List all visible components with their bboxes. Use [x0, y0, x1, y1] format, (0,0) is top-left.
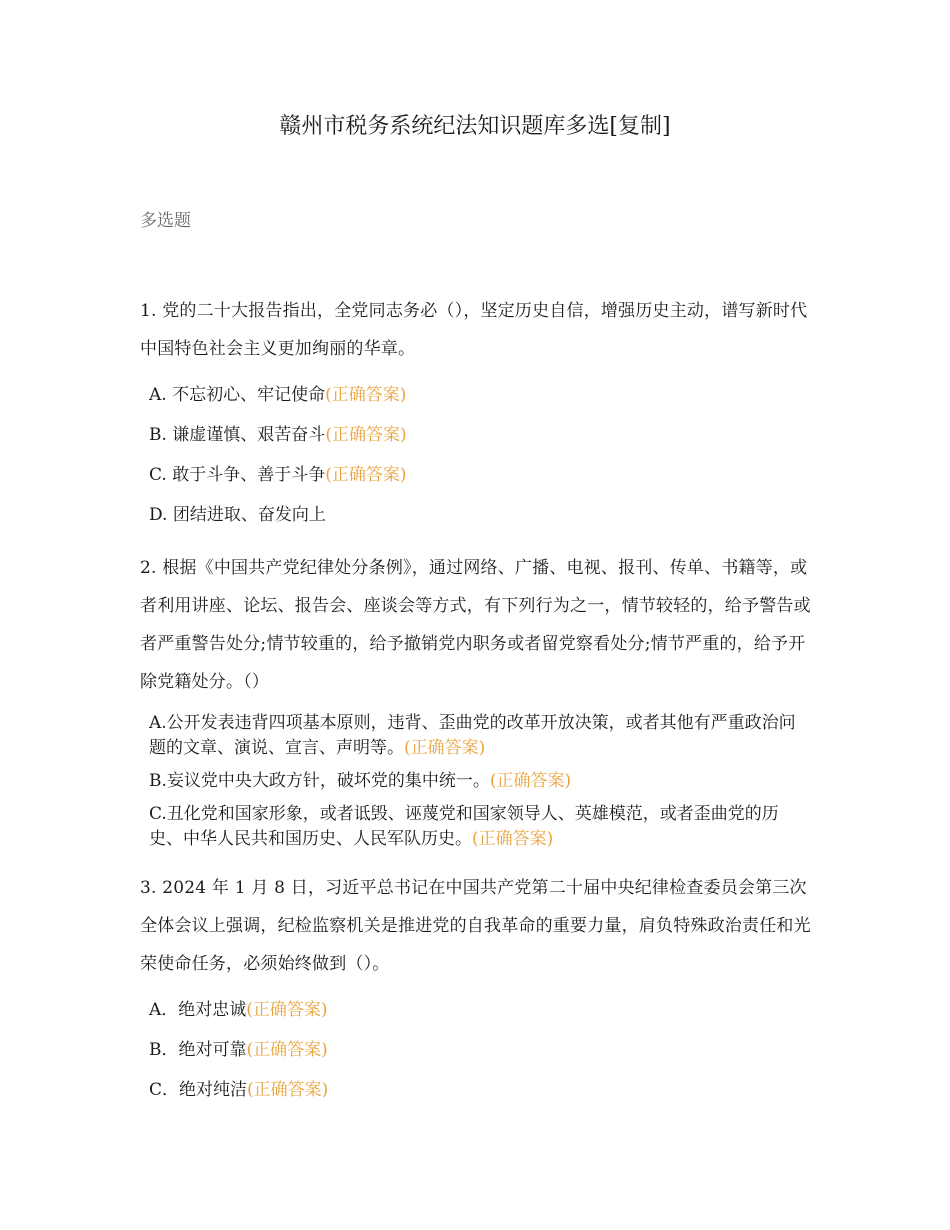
correct-answer-tag: (正确答案) — [325, 385, 407, 405]
correct-answer-tag: (正确答案) — [325, 425, 407, 445]
option-item — [149, 769, 809, 794]
option-list — [149, 375, 809, 535]
correct-answer-tag: (正确答案) — [246, 1040, 328, 1060]
option-item — [149, 1030, 809, 1070]
option-item — [149, 455, 809, 495]
option-text: C．绝对纯洁 — [149, 1080, 248, 1100]
option-text: A. 不忘初心、牢记使命 — [149, 385, 326, 405]
correct-answer-tag: (正确答案) — [246, 1000, 328, 1020]
option-text: A.公开发表违背四项基本原则，违背、歪曲党的改革开放决策，或者其他有严重政治问题的文章、演说、宣言、声明等。 — [149, 713, 796, 758]
option-text: C.丑化党和国家形象，或者诋毁、诬蔑党和国家领导人、英雄模范，或者歪曲党的历史、中华人民共和国历史、人民军队历史。 — [149, 804, 779, 849]
question-stem: 2. 根据《中国共产党纪律处分条例》，通过网络、广播、电视、报刊、传单、书籍等，或者利用讲座、论坛、报告会、座谈会等方式，有下列行为之一，情节较轻的，给予警告或者严重警告处分;情节较重的，给予撤销党内职务或者留党察看处分;情节严重的，给予开除党籍处分。（） — [140, 558, 811, 692]
option-text: B．绝对可靠 — [149, 1040, 247, 1060]
option-item — [149, 711, 809, 761]
option-item — [149, 375, 809, 415]
option-item — [149, 802, 809, 852]
option-list — [149, 711, 809, 860]
option-item — [149, 415, 809, 455]
question-stem: 3. 2024 年 1 月 8 日，习近平总书记在中国共产党第二十届中央纪律检查委员会第三次全体会议上强调，纪检监察机关是推进党的自我革命的重要力量，肩负特殊政治责任和光荣使命任务，必须始终做到（）。 — [140, 878, 811, 974]
option-item — [149, 1070, 809, 1110]
correct-answer-tag: (正确答案) — [325, 465, 407, 485]
option-text: C. 敢于斗争、善于斗争 — [149, 465, 326, 485]
option-list — [149, 990, 809, 1110]
option-text: B. 谦虚谨慎、艰苦奋斗 — [149, 425, 326, 445]
document-title: 赣州市税务系统纪法知识题库多选[复制] — [279, 114, 671, 139]
correct-answer-tag: (正确答案) — [489, 771, 572, 791]
option-text: D. 团结进取、奋发向上 — [149, 505, 326, 525]
option-item — [149, 495, 809, 535]
correct-answer-tag: (正确答案) — [404, 738, 486, 758]
correct-answer-tag: (正确答案) — [247, 1080, 329, 1100]
option-text: A．绝对忠诚 — [149, 1000, 247, 1020]
section-label: 多选题 — [140, 211, 191, 231]
option-text: B.妄议党中央大政方针，破坏党的集中统一。 — [149, 771, 490, 791]
question-stem: 1. 党的二十大报告指出，全党同志务必（），坚定历史自信，增强历史主动，谱写新时代中国特色社会主义更加绚丽的华章。 — [140, 301, 808, 359]
option-item — [149, 990, 809, 1030]
correct-answer-tag: (正确答案) — [472, 829, 554, 849]
